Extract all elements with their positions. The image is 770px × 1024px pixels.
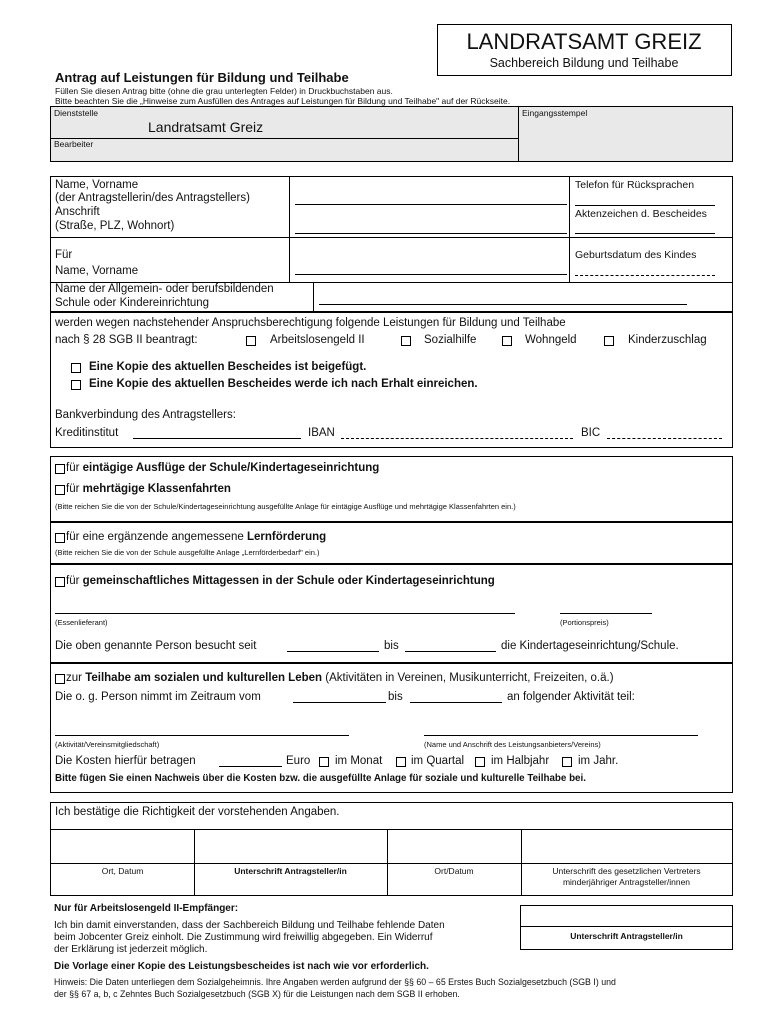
- address-label-2: (Straße, PLZ, Wohnort): [55, 220, 175, 232]
- place-date-label-2: Ort/Datum: [434, 866, 474, 876]
- kinderzuschlag-checkbox[interactable]: [604, 336, 614, 346]
- alg2-signature-label: Unterschrift Antragsteller/in: [570, 931, 683, 941]
- period-pre-label: Die o. g. Person nimmt im Zeitraum vom: [55, 691, 261, 703]
- alg2-consent-1: Ich bin damit einverstanden, dass der Sachbereich Bildung und Teilhabe fehlende Daten: [54, 920, 445, 931]
- footer-line-1: Hinweis: Die Daten unterliegen dem Sozialgeheimnis. Ihre Angaben werden aufgrund der §§ 60 – 65 Erstes Buch Sozialgesetzbuch (SGB I) und: [54, 977, 616, 987]
- guardian-label-2: minderjähriger Antragsteller/innen: [562, 877, 691, 887]
- entitlement-section: [50, 312, 733, 448]
- bearbeiter-label: Bearbeiter: [54, 139, 94, 149]
- office-department: Sachbereich Bildung und Teilhabe: [489, 56, 679, 70]
- dienststelle-label: Dienststelle: [54, 108, 98, 118]
- confirmation-section: [50, 802, 733, 896]
- participation-checkbox[interactable]: [55, 674, 65, 684]
- alg2-label: Arbeitslosengeld II: [270, 334, 365, 346]
- phone-label: Telefon für Rücksprachen: [575, 179, 695, 191]
- tutoring-section: [50, 522, 733, 564]
- confirm-text: Ich bestätige die Richtigkeit der vorstehenden Angaben.: [55, 806, 340, 818]
- visit-pre-label: Die oben genannte Person besucht seit: [55, 640, 257, 652]
- alg2-checkbox[interactable]: [246, 336, 256, 346]
- institute-label: Kreditinstitut: [55, 427, 119, 439]
- per-month-checkbox[interactable]: [319, 757, 329, 767]
- bank-label: Bankverbindung des Antragstellers:: [55, 409, 236, 421]
- name-input-line[interactable]: [295, 204, 567, 205]
- school-label-2: Schule oder Kindereinrichtung: [55, 297, 210, 309]
- wohngeld-checkbox[interactable]: [502, 336, 512, 346]
- per-half-checkbox[interactable]: [475, 757, 485, 767]
- alg2-title: Nur für Arbeitslosengeld II-Empfänger:: [54, 903, 239, 914]
- activity-input-line[interactable]: [55, 735, 349, 736]
- institute-input-line[interactable]: [133, 438, 301, 439]
- per-month-label: im Monat: [335, 755, 383, 767]
- participation-label: zur Teilhabe am sozialen und kulturellen Leben (Aktivitäten in Vereinen, Musikunterricht, Freizeiten, o.ä.): [66, 672, 614, 684]
- price-input-line[interactable]: [560, 613, 652, 614]
- alg2-consent-3: der Erklärung ist jederzeit möglich.: [54, 944, 208, 955]
- form-note-2: Bitte beachten Sie die „Hinweise zum Ausfüllen des Antrages auf Leistungen für Bildung und Teilhabe" auf der Rückseite.: [55, 96, 511, 106]
- copy-attached-checkbox[interactable]: [71, 363, 81, 373]
- form-title: Antrag auf Leistungen für Bildung und Teilhabe: [55, 70, 349, 85]
- name-label-2: (der Antragstellerin/des Antragstellers): [55, 192, 250, 204]
- per-year-label: im Jahr.: [578, 755, 619, 767]
- iban-input-line[interactable]: [341, 438, 573, 439]
- supplier-label: (Essenlieferant): [55, 618, 108, 627]
- copy-later-checkbox[interactable]: [71, 380, 81, 390]
- alg2-signature-box[interactable]: [520, 905, 733, 950]
- child-name-input-line[interactable]: [295, 274, 567, 275]
- visit-from-input-line[interactable]: [287, 651, 379, 652]
- entitlement-line-2: nach § 28 SGB II beantragt:: [55, 334, 198, 346]
- kinderzuschlag-label: Kinderzuschlag: [628, 334, 707, 346]
- eingangsstempel-label: Eingangsstempel: [522, 108, 588, 118]
- trips-note: (Bitte reichen Sie die von der Schule/Kindertageseinrichtung ausgefüllte Anlage für eintägige Ausflüge und mehrtägige Klassenfahrten ein.): [55, 502, 516, 511]
- name-label-1: Name, Vorname: [55, 179, 139, 191]
- alg2-copy-note: Die Vorlage einer Kopie des Leistungsbescheides ist nach wie vor erforderlich.: [54, 961, 429, 972]
- visit-mid-label: bis: [384, 640, 399, 652]
- period-from-input-line[interactable]: [293, 702, 386, 703]
- wohngeld-label: Wohngeld: [525, 334, 577, 346]
- dienststelle-value[interactable]: Landratsamt Greiz: [148, 119, 264, 135]
- day-trips-checkbox[interactable]: [55, 464, 65, 474]
- copy-attached-label: Eine Kopie des aktuellen Bescheides ist beigefügt.: [89, 361, 367, 373]
- form-note-1: Füllen Sie diesen Antrag bitte (ohne die grau unterlegten Felder) in Druckbuchstaben aus.: [55, 86, 393, 96]
- cost-euro-label: Euro: [286, 755, 311, 767]
- period-post-label: an folgender Aktivität teil:: [507, 691, 635, 703]
- address-input-line[interactable]: [295, 233, 567, 234]
- signature-label: Unterschrift Antragsteller/in: [234, 866, 347, 876]
- visit-post-label: die Kindertageseinrichtung/Schule.: [501, 640, 679, 652]
- participation-section: [50, 663, 733, 793]
- cost-pre-label: Die Kosten hierfür betragen: [55, 755, 196, 767]
- per-quarter-label: im Quartal: [411, 755, 465, 767]
- iban-label: IBAN: [308, 427, 335, 439]
- cost-notice: Bitte fügen Sie einen Nachweis über die Kosten bzw. die ausgefüllte Anlage für soziale und kulturelle Teilhabe bei.: [55, 773, 586, 784]
- reference-label: Aktenzeichen d. Bescheides: [575, 208, 707, 220]
- bic-label: BIC: [581, 427, 601, 439]
- cost-input-line[interactable]: [219, 766, 282, 767]
- tutoring-note: (Bitte reichen Sie die von der Schule ausgefüllte Anlage „Lernförderbedarf" ein.): [55, 548, 320, 557]
- provider-input-line[interactable]: [424, 735, 698, 736]
- admin-box: [50, 106, 733, 162]
- supplier-input-line[interactable]: [55, 613, 515, 614]
- place-date-label-1: Ort, Datum: [101, 866, 144, 876]
- child-name-label: Name, Vorname: [55, 265, 139, 277]
- lunch-label: für gemeinschaftliches Mittagessen in der Schule oder Kindertageseinrichtung: [66, 575, 495, 587]
- multi-trips-label: für mehrtägige Klassenfahrten: [66, 483, 231, 495]
- trips-section: [50, 456, 733, 522]
- phone-input-line[interactable]: [575, 205, 715, 206]
- provider-label: (Name und Anschrift des Leistungsanbieters/Vereins): [424, 740, 601, 749]
- bic-input-line[interactable]: [607, 438, 722, 439]
- child-for-label: Für: [55, 249, 73, 261]
- activity-label: (Aktivität/Vereinsmitgliedschaft): [55, 740, 160, 749]
- copy-later-label: Eine Kopie des aktuellen Bescheides werde ich nach Erhalt einreichen.: [89, 378, 478, 390]
- tutoring-label: für eine ergänzende angemessene Lernförderung: [66, 531, 327, 543]
- sozialhilfe-checkbox[interactable]: [401, 336, 411, 346]
- applicant-section: [50, 176, 733, 312]
- address-label-1: Anschrift: [55, 206, 100, 218]
- office-name: LANDRATSAMT GREIZ: [466, 29, 702, 54]
- per-quarter-checkbox[interactable]: [396, 757, 406, 767]
- period-mid-label: bis: [388, 691, 403, 703]
- tutoring-checkbox[interactable]: [55, 533, 65, 543]
- school-label-1: Name der Allgemein- oder berufsbildenden: [55, 283, 274, 295]
- reference-input-line[interactable]: [575, 233, 715, 234]
- alg2-consent-2: beim Jobcenter Greiz einholt. Die Zustimmung wird freiwillig abgegeben. Ein Widerruf: [54, 932, 433, 943]
- guardian-label-1: Unterschrift des gesetzlichen Vertreters: [552, 866, 701, 876]
- period-to-input-line[interactable]: [410, 702, 502, 703]
- entitlement-line-1: werden wegen nachstehender Anspruchsberechtigung folgende Leistungen für Bildung und Teilhabe: [55, 317, 566, 329]
- birth-input-line[interactable]: [575, 275, 715, 276]
- sozialhilfe-label: Sozialhilfe: [424, 334, 477, 346]
- multi-trips-checkbox[interactable]: [55, 485, 65, 495]
- school-input-line[interactable]: [319, 304, 687, 305]
- price-label: (Portionspreis): [560, 618, 609, 627]
- per-half-label: im Halbjahr: [491, 755, 550, 767]
- day-trips-label: für eintägige Ausflüge der Schule/Kindertageseinrichtung: [66, 462, 380, 474]
- footer-line-2: der §§ 67 a, b, c Zehntes Buch Sozialgesetzbuch (SGB X) für die Leistungen nach dem SGB II erhoben.: [54, 989, 460, 999]
- lunch-checkbox[interactable]: [55, 577, 65, 587]
- per-year-checkbox[interactable]: [562, 757, 572, 767]
- lunch-section: [50, 564, 733, 663]
- office-header-box: [437, 24, 732, 76]
- visit-to-input-line[interactable]: [405, 651, 496, 652]
- birth-label: Geburtsdatum des Kindes: [575, 249, 697, 261]
